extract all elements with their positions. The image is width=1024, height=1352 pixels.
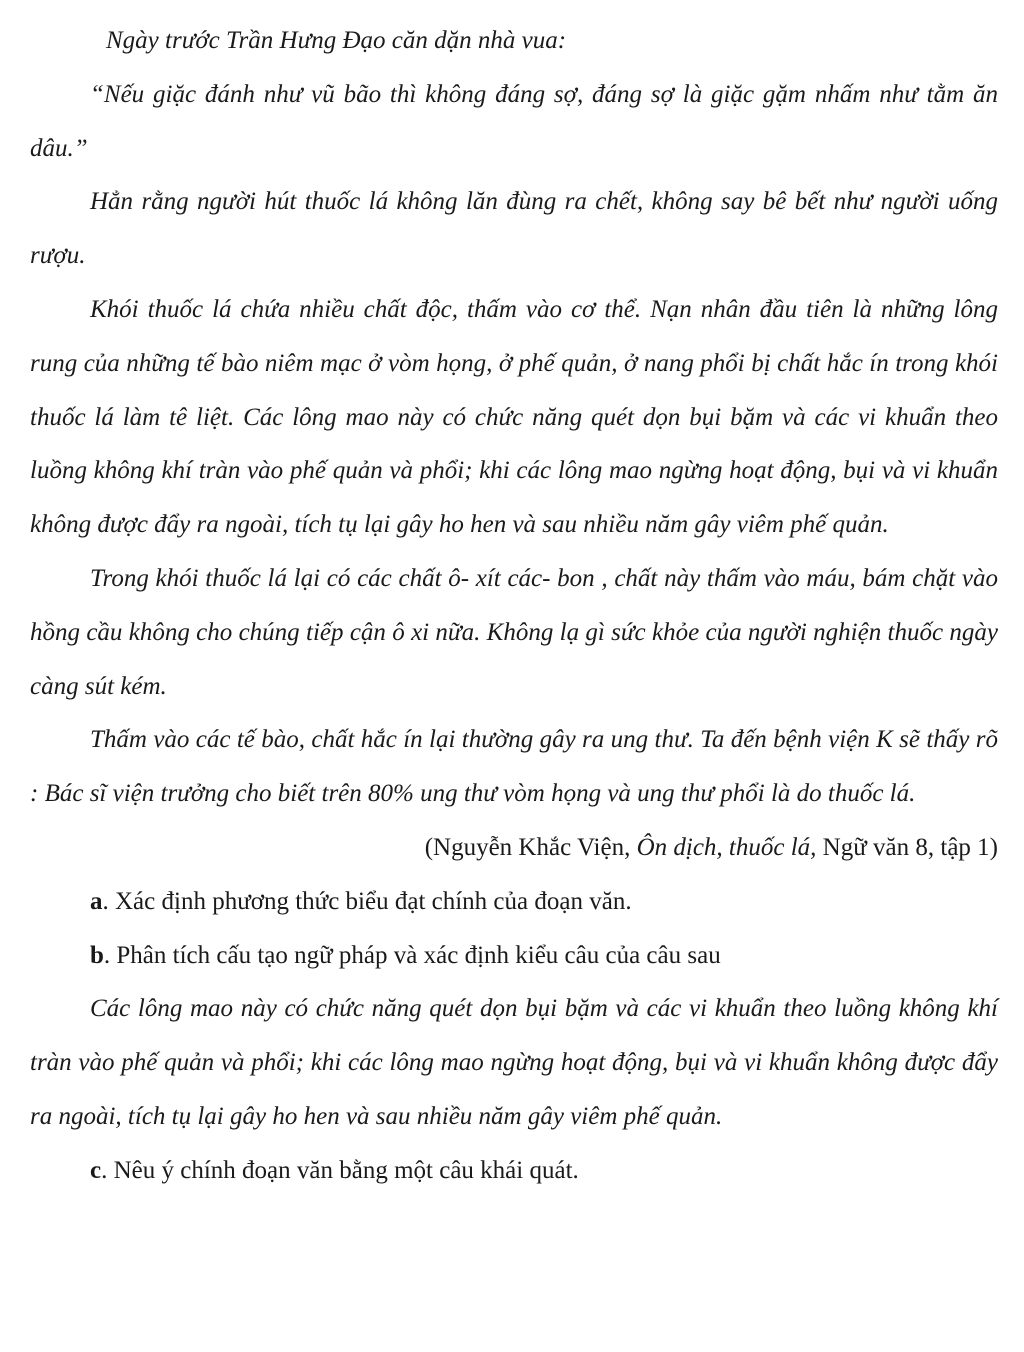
source-close: Ngữ văn 8, tập 1)	[816, 833, 998, 861]
passage-paragraph-2: Khói thuốc lá chứa nhiều chất độc, thấm vào cơ thể. Nạn nhân đầu tiên là những lông rung của những tế bào niêm mạc ở vòm họng, ở phế quản, ở nang phổi bị chất hắc ín trong khói thuốc lá làm tê liệt. Các lông mao này có chức năng quét dọn bụi bặm và các vi khuẩn theo luồng không khí tràn vào phế quản và phổi; khi các lông mao ngừng hoạt động, bụi và vi khuẩn không được đẩy ra ngoài, tích tụ lại gây ho hen và sau nhiều năm gây viêm phế quản.	[30, 295, 998, 539]
question-b-quote: Các lông mao này có chức năng quét dọn bụi bặm và các vi khuẩn theo luồng không khí tràn vào phế quản và phổi; khi các lông mao ngừng hoạt động, bụi và vi khuẩn không được đẩy ra ngoài, tích tụ lại gây ho hen và sau nhiều năm gây viêm phế quản.	[30, 995, 998, 1130]
passage-paragraph-1: Hẳn rằng người hút thuốc lá không lăn đùng ra chết, không say bê bết như người uống rượu.	[30, 188, 998, 270]
question-a-letter: a	[90, 887, 103, 915]
question-a-text: . Xác định phương thức biểu đạt chính của đoạn văn.	[102, 887, 632, 915]
passage-intro: Ngày trước Trần Hưng Đạo căn dặn nhà vua:	[106, 27, 567, 54]
question-a	[30, 875, 998, 929]
question-b	[30, 929, 998, 983]
source-open: (Nguyễn Khắc Viện,	[424, 833, 637, 861]
passage-paragraph-4: Thấm vào các tế bào, chất hắc ín lại thường gây ra ung thư. Ta đến bệnh viện K sẽ thấy rõ : Bác sĩ viện trưởng cho biết trên 80% ung thư vòm họng và ung thư phổi là do thuốc lá.	[30, 726, 998, 808]
question-c	[30, 1144, 998, 1198]
question-b-text: . Phân tích cấu tạo ngữ pháp và xác định kiểu câu của câu sau	[103, 941, 721, 969]
question-c-letter: c	[90, 1156, 102, 1184]
passage-quote: “Nếu giặc đánh như vũ bão thì không đáng sợ, đáng sợ là giặc gặm nhấm như tằm ăn dâu.”	[30, 80, 998, 162]
question-c-text: . Nêu ý chính đoạn văn bằng một câu khái quát.	[101, 1156, 579, 1184]
source-citation	[30, 821, 998, 875]
passage-paragraph-3: Trong khói thuốc lá lại có các chất ô- xít các- bon , chất này thấm vào máu, bám chặt vào hồng cầu không cho chúng tiếp cận ô xi nữa. Không lạ gì sức khỏe của người nghiện thuốc ngày càng sút kém.	[30, 564, 998, 700]
source-title: Ôn dịch, thuốc lá,	[636, 833, 817, 861]
question-b-letter: b	[90, 941, 104, 969]
